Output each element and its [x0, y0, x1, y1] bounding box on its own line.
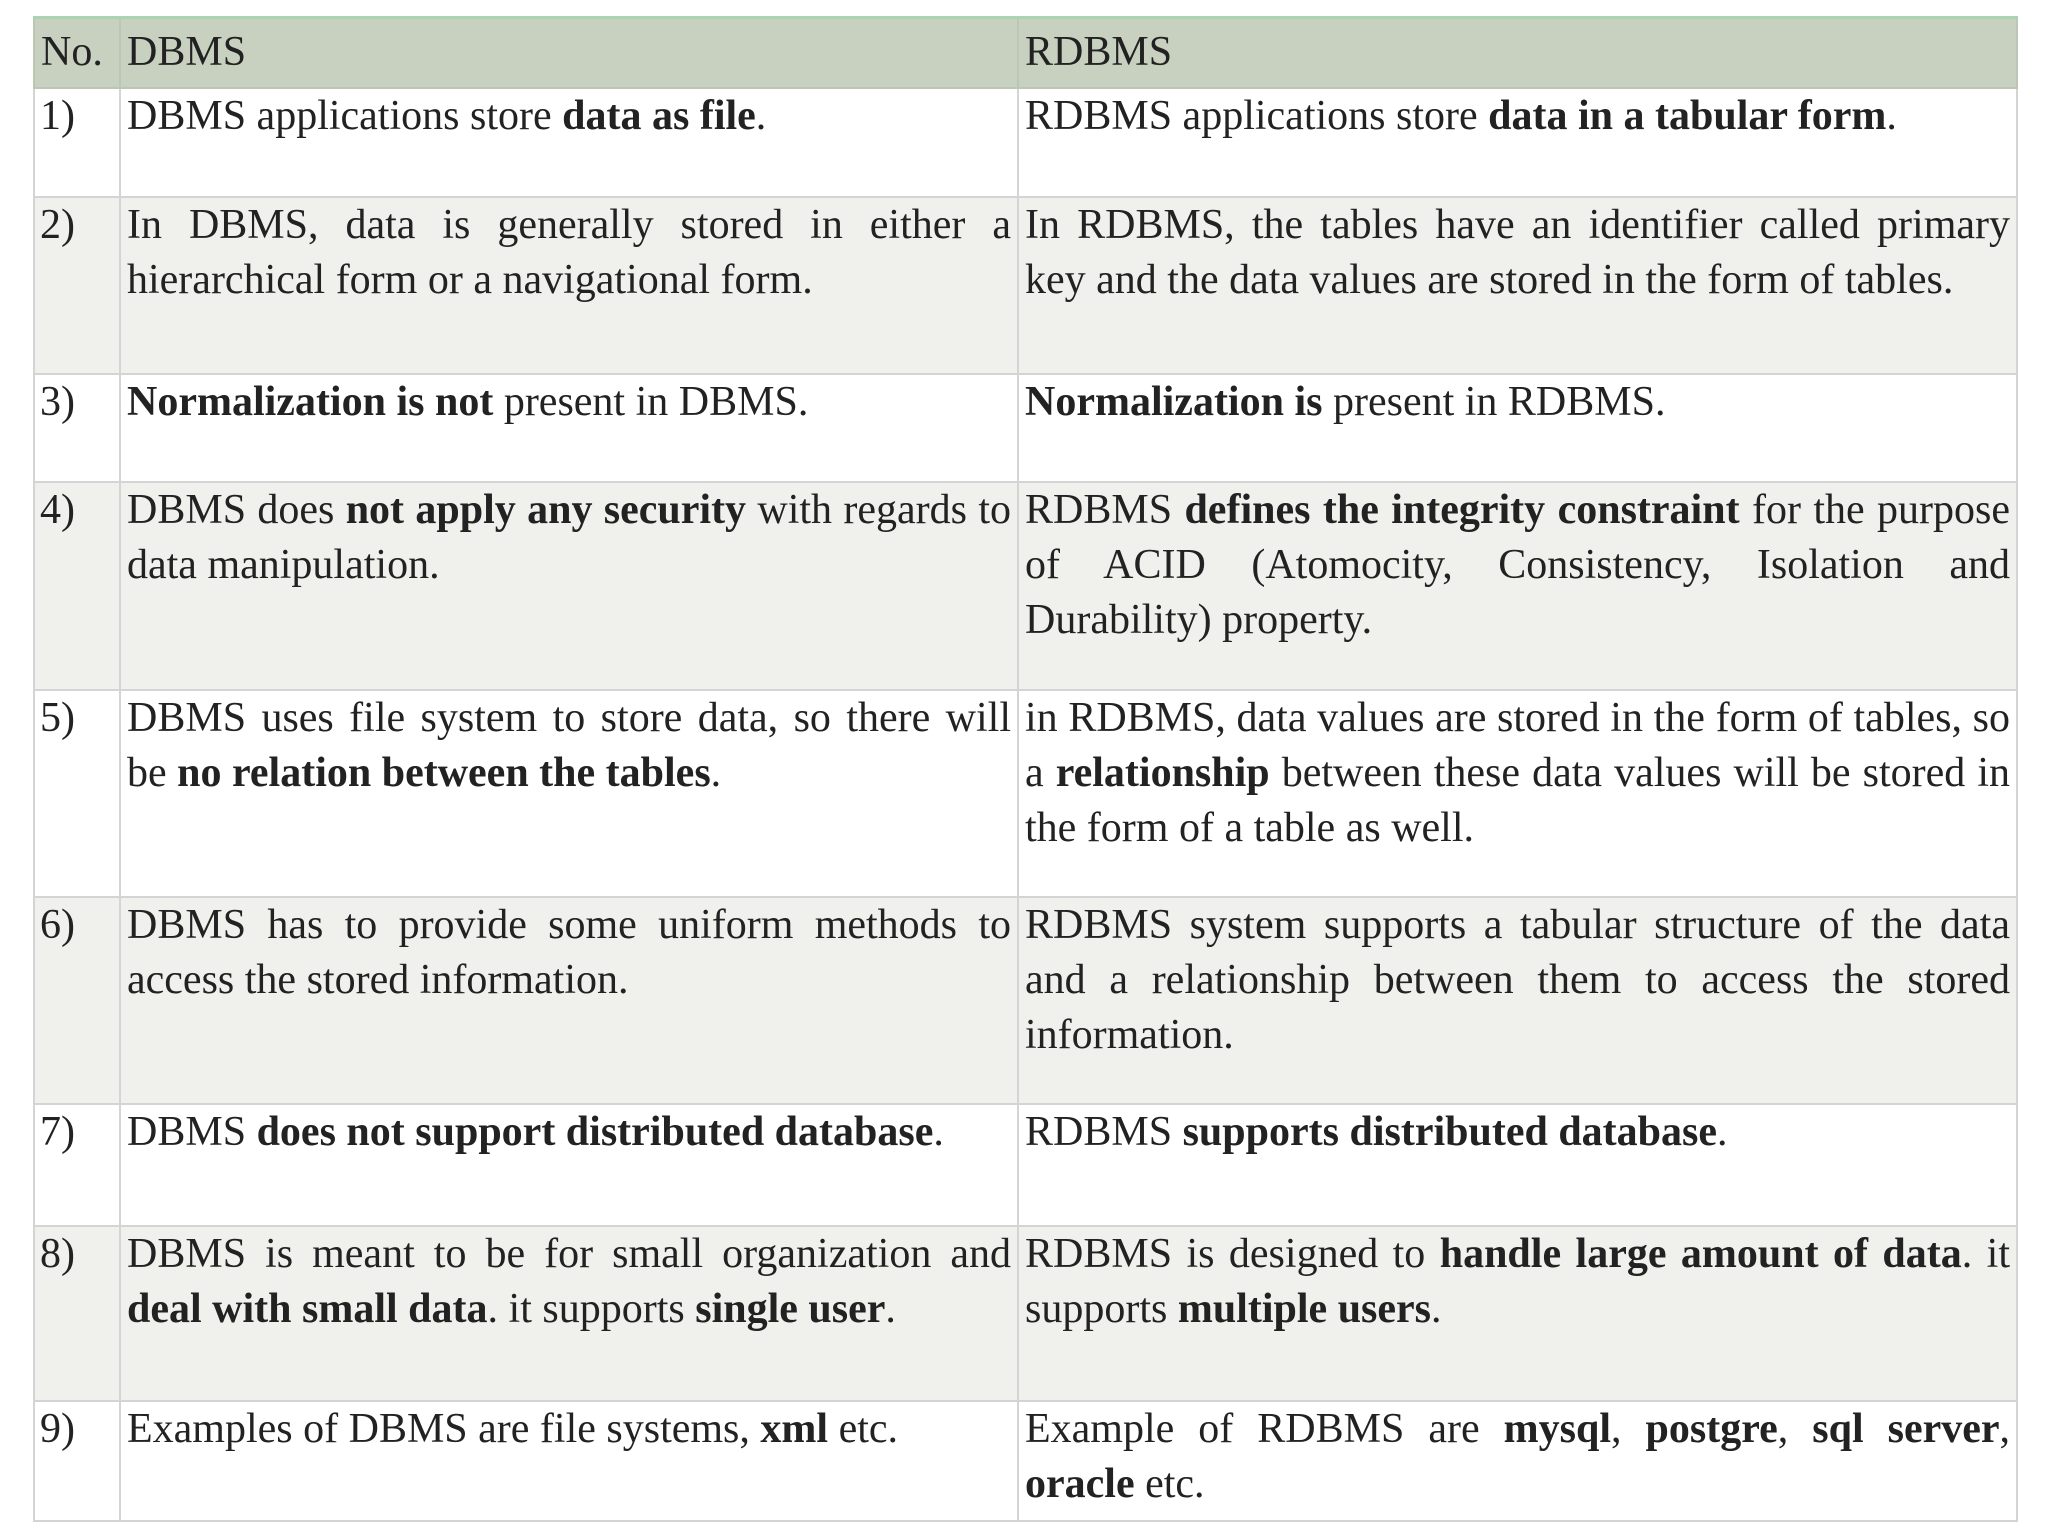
- row-number: 5): [34, 690, 120, 897]
- table-row: [34, 690, 2017, 897]
- dbms-cell: DBMS does not apply any security with regards to data manipulation.: [120, 482, 1018, 690]
- dbms-cell: Normalization is not present in DBMS.: [120, 374, 1018, 482]
- rdbms-cell: RDBMS applications store data in a tabular form.: [1018, 88, 2017, 197]
- bold-phrase: does not support distributed database: [256, 1108, 934, 1155]
- row-number: 6): [34, 897, 120, 1104]
- header-rdbms: RDBMS: [1018, 18, 2017, 88]
- dbms-cell: In DBMS, data is generally stored in either a hierarchical form or a navigational form.: [120, 197, 1018, 374]
- bold-phrase: deal with small data: [127, 1285, 488, 1332]
- bold-phrase: Normalization is: [1025, 378, 1323, 425]
- header-dbms: DBMS: [120, 18, 1018, 88]
- rdbms-cell: RDBMS system supports a tabular structure of the data and a relationship between them to access the stored information.: [1018, 897, 2017, 1104]
- row-number: 8): [34, 1226, 120, 1401]
- bold-phrase: oracle: [1025, 1460, 1135, 1507]
- dbms-cell: DBMS is meant to be for small organization and deal with small data. it supports single user.: [120, 1226, 1018, 1401]
- table-row: [34, 197, 2017, 374]
- rdbms-cell: RDBMS defines the integrity constraint for the purpose of ACID (Atomocity, Consistency, Isolation and Durability) property.: [1018, 482, 2017, 690]
- row-number: 9): [34, 1401, 120, 1521]
- table-row: [34, 1104, 2017, 1226]
- bold-phrase: multiple users: [1177, 1285, 1432, 1332]
- table-body: [34, 88, 2017, 1521]
- bold-phrase: postgre: [1645, 1405, 1778, 1452]
- bold-phrase: no relation between the tables: [177, 749, 711, 796]
- bold-phrase: relationship: [1055, 749, 1270, 796]
- bold-phrase: mysql: [1503, 1405, 1611, 1452]
- bold-phrase: data as file: [562, 92, 756, 139]
- header-no: No.: [34, 18, 120, 88]
- bold-phrase: defines the integrity constraint: [1184, 486, 1740, 533]
- dbms-vs-rdbms-table: [33, 16, 2018, 1522]
- rdbms-cell: RDBMS supports distributed database.: [1018, 1104, 2017, 1226]
- table-row: [34, 482, 2017, 690]
- table-row: [34, 1401, 2017, 1521]
- row-number: 2): [34, 197, 120, 374]
- bold-phrase: sql server: [1812, 1405, 2000, 1452]
- header-row: [34, 18, 2017, 88]
- table-row: [34, 88, 2017, 197]
- table-row: [34, 897, 2017, 1104]
- dbms-cell: DBMS does not support distributed database.: [120, 1104, 1018, 1226]
- row-number: 1): [34, 88, 120, 197]
- rdbms-cell: Example of RDBMS are mysql, postgre, sql server, oracle etc.: [1018, 1401, 2017, 1521]
- rdbms-cell: in RDBMS, data values are stored in the form of tables, so a relationship between these data values will be stored in the form of a table as well.: [1018, 690, 2017, 897]
- dbms-cell: Examples of DBMS are file systems, xml etc.: [120, 1401, 1018, 1521]
- table-header: [34, 18, 2017, 88]
- bold-phrase: single user: [695, 1285, 886, 1332]
- rdbms-cell: Normalization is present in RDBMS.: [1018, 374, 2017, 482]
- bold-phrase: not apply any security: [345, 486, 747, 533]
- bold-phrase: data in a tabular form: [1488, 92, 1887, 139]
- rdbms-cell: RDBMS is designed to handle large amount of data. it supports multiple users.: [1018, 1226, 2017, 1401]
- rdbms-cell: In RDBMS, the tables have an identifier called primary key and the data values are stored in the form of tables.: [1018, 197, 2017, 374]
- table-row: [34, 374, 2017, 482]
- table-row: [34, 1226, 2017, 1401]
- bold-phrase: supports distributed database: [1182, 1108, 1718, 1155]
- dbms-cell: DBMS has to provide some uniform methods to access the stored information.: [120, 897, 1018, 1104]
- dbms-cell: DBMS applications store data as file.: [120, 88, 1018, 197]
- bold-phrase: xml: [760, 1405, 829, 1452]
- row-number: 7): [34, 1104, 120, 1226]
- row-number: 3): [34, 374, 120, 482]
- dbms-cell: DBMS uses file system to store data, so there will be no relation between the tables.: [120, 690, 1018, 897]
- bold-phrase: handle large amount of data: [1439, 1230, 1962, 1277]
- bold-phrase: Normalization is not: [127, 378, 494, 425]
- row-number: 4): [34, 482, 120, 690]
